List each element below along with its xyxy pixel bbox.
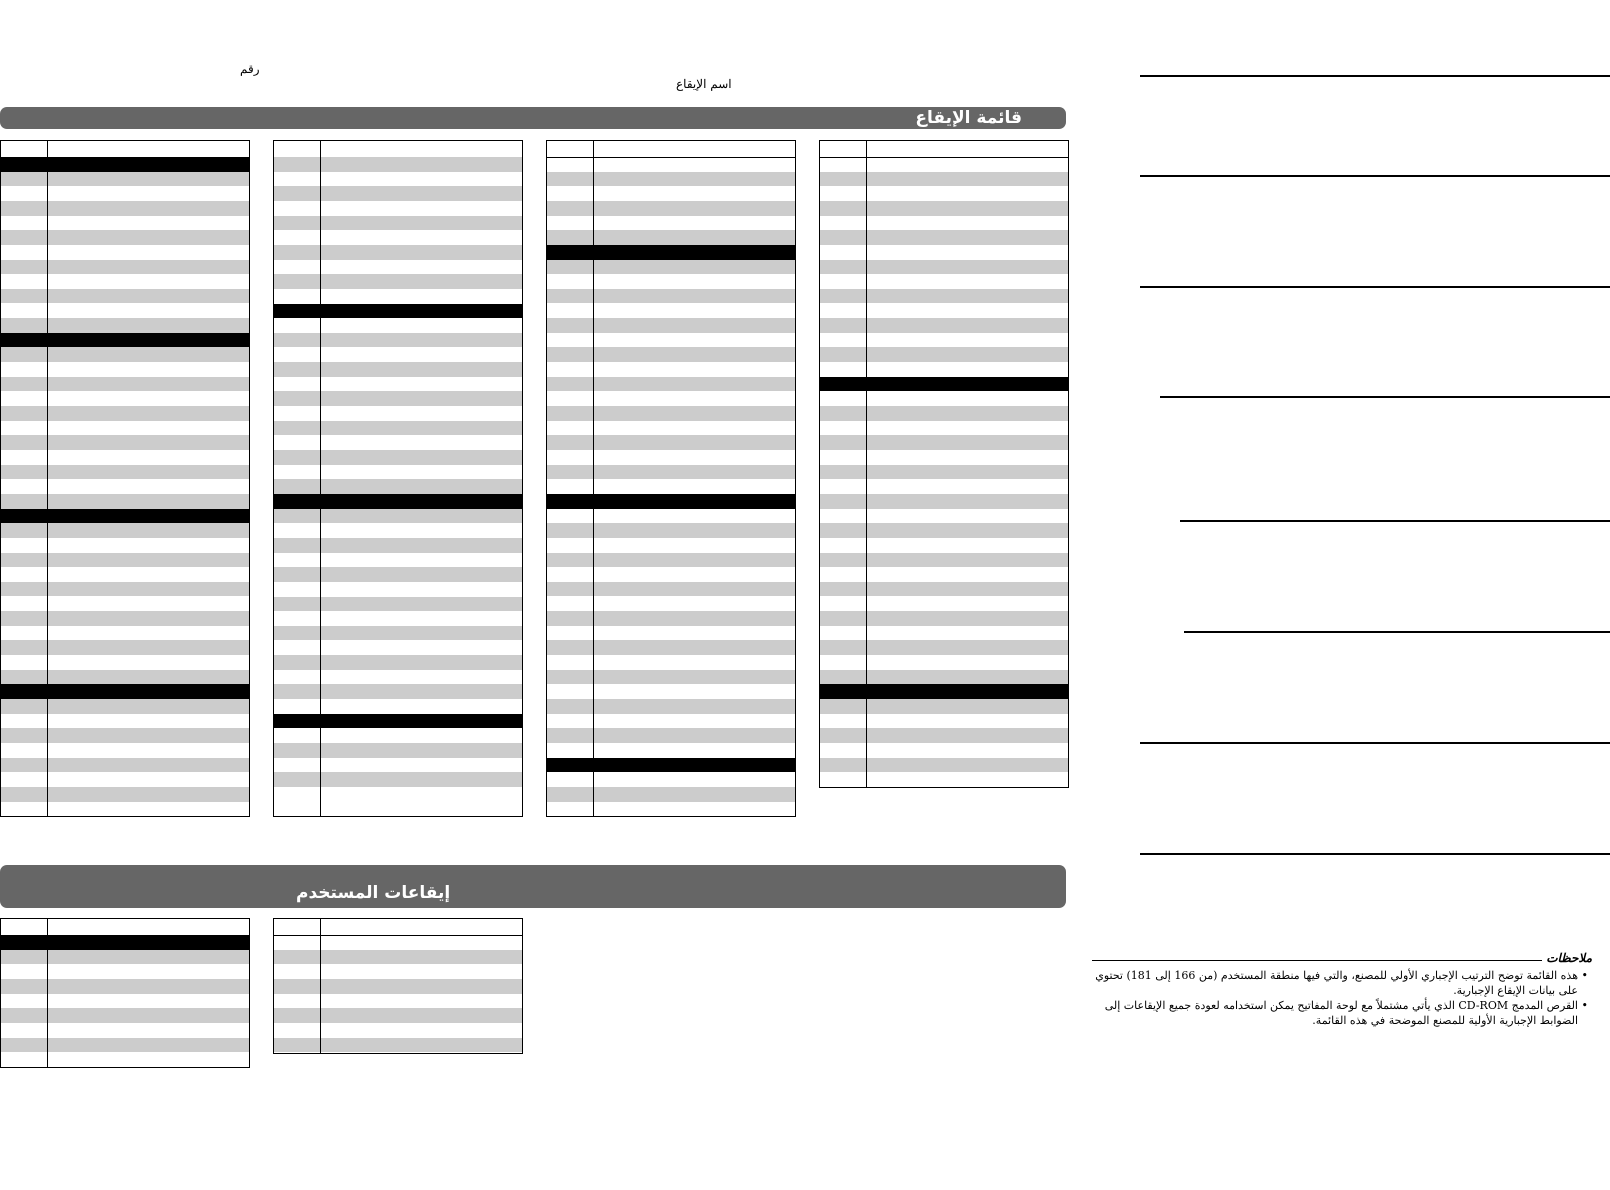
table-row [1,333,249,348]
table-row [274,435,522,450]
table-row [820,362,1068,377]
table-row [1,1052,249,1067]
notes-list [1092,968,1592,1028]
rule-line [1140,175,1610,177]
table-row [547,684,795,699]
table-row [274,582,522,597]
table-row [1,670,249,685]
table-row [820,406,1068,421]
rhythm-table [0,140,250,817]
rhythm-table [273,918,523,1054]
table-row [1,523,249,538]
table-row [820,714,1068,729]
table-row [1,479,249,494]
table-row [547,172,795,187]
table-header-row [1,919,249,936]
table-row [274,964,522,979]
table-row [1,772,249,787]
table-row [820,523,1068,538]
table-row [1,216,249,231]
table-row [820,186,1068,201]
table-row [274,377,522,392]
table-row [547,494,795,509]
table-row [820,274,1068,289]
table-row [820,728,1068,743]
table-row [1,450,249,465]
table-row [547,216,795,231]
table-row [547,714,795,729]
table-row [820,684,1068,699]
table-row [1,611,249,626]
table-header-row [820,141,1068,158]
table-row [1,597,249,612]
table-row [1,289,249,304]
notes-section [1092,951,1592,1028]
table-row [547,157,795,172]
table-row [547,567,795,582]
table-header-row [547,141,795,158]
user-rhythms-title: إيقاعات المستخدم [296,883,451,903]
table-row [274,994,522,1009]
rule-line [1180,520,1610,522]
table-row [274,274,522,289]
table-row [547,597,795,612]
table-row [1,640,249,655]
table-row [274,670,522,685]
table-row [820,201,1068,216]
rhythm-list-title: قائمة الإيقاع [915,108,1022,128]
table-header-row [274,919,522,936]
table-row [547,743,795,758]
table-row [1,377,249,392]
table-row [820,377,1068,392]
table-header-row [1,141,249,158]
table-row [547,670,795,685]
table-row [274,406,522,421]
table-row [820,699,1068,714]
column-divider [47,919,48,1067]
table-row [274,421,522,436]
rule-line [1184,631,1610,633]
table-row [274,1008,522,1023]
table-row [274,714,522,729]
table-row [274,157,522,172]
table-row [1,391,249,406]
table-row [820,230,1068,245]
notes-title-rule [1092,960,1542,961]
rule-line [1140,742,1610,744]
table-row [274,245,522,260]
table-row [547,347,795,362]
table-row [1,684,249,699]
table-row [820,772,1068,787]
table-row [1,553,249,568]
number-column-label: رقم [240,62,260,76]
table-row [274,553,522,568]
column-divider [866,141,867,787]
rule-line [1140,853,1610,855]
table-row [274,479,522,494]
table-row [1,728,249,743]
table-row [820,509,1068,524]
notes-title: ملاحظات [1546,951,1592,965]
note-item: • هذه القائمة توضح الترتيب الإجباري الأولي للمصنع، والتي فيها منطقة المستخدم (من 166 إلى 181) تحتوي على بيانات الإيقاع الإجبارية. [1092,968,1578,998]
table-row [547,304,795,319]
table-row [820,597,1068,612]
table-row [1,362,249,377]
user-rhythms-title-bar [0,865,1066,908]
table-row [820,494,1068,509]
table-row [1,435,249,450]
table-row [547,377,795,392]
table-row [1,567,249,582]
table-row [1,465,249,480]
table-row [274,509,522,524]
table-row [1,758,249,773]
table-row [274,230,522,245]
table-row [1,318,249,333]
table-row [274,538,522,553]
rhythm-table [273,140,523,817]
table-row [547,758,795,773]
note-item: • القرص المدمج CD-ROM الذي يأتي مشتملاً مع لوحة المفاتيح يمكن استخدامه لعودة جميع الإيقاعات إلى الضوابط الإجبارية الأولية للمصنع الموضحة في هذه القائمة. [1092,998,1578,1028]
table-row [547,289,795,304]
table-row [820,216,1068,231]
table-row [274,391,522,406]
table-row [820,245,1068,260]
table-row [820,538,1068,553]
rhythm-list-title-bar [0,107,1066,129]
table-row [274,655,522,670]
table-row [1,699,249,714]
table-row [1,538,249,553]
table-row [820,260,1068,275]
table-row [274,347,522,362]
table-row [547,509,795,524]
table-row [547,391,795,406]
table-row [820,743,1068,758]
table-row [274,567,522,582]
table-row [1,979,249,994]
table-row [1,406,249,421]
table-row [1,935,249,950]
table-row [1,172,249,187]
table-row [547,582,795,597]
table-row [274,597,522,612]
table-row [547,538,795,553]
table-header-row [274,141,522,158]
rule-line [1140,286,1610,288]
table-row [820,626,1068,641]
table-row [274,758,522,773]
table-row [820,655,1068,670]
table-row [274,186,522,201]
table-row [547,772,795,787]
table-row [274,523,522,538]
table-row [820,611,1068,626]
table-row [1,743,249,758]
rule-line [1140,75,1610,77]
table-row [1,714,249,729]
table-row [1,655,249,670]
table-row [547,406,795,421]
table-row [820,640,1068,655]
table-row [274,626,522,641]
table-row [820,553,1068,568]
table-row [820,289,1068,304]
table-row [547,318,795,333]
table-row [547,523,795,538]
table-row [820,391,1068,406]
table-row [1,994,249,1009]
table-row [274,699,522,714]
table-row [820,172,1068,187]
table-row [820,758,1068,773]
table-row [547,465,795,480]
table-row [547,421,795,436]
rhythm-name-column-label: اسم الإيقاع [676,77,732,91]
table-row [820,333,1068,348]
table-row [547,230,795,245]
table-row [820,304,1068,319]
table-row [274,333,522,348]
table-row [820,435,1068,450]
table-row [274,684,522,699]
table-row [274,216,522,231]
table-row [547,186,795,201]
table-row [547,699,795,714]
table-row [1,1038,249,1053]
table-row [274,304,522,319]
table-row [1,245,249,260]
table-row [274,494,522,509]
table-row [274,260,522,275]
table-row [1,509,249,524]
rhythm-table [546,140,796,817]
table-row [820,318,1068,333]
table-row [274,1038,522,1053]
table-row [547,435,795,450]
column-divider [320,919,321,1053]
table-row [274,728,522,743]
table-row [1,787,249,802]
table-row [1,582,249,597]
table-row [1,421,249,436]
table-row [820,582,1068,597]
table-row [274,362,522,377]
table-row [274,772,522,787]
table-row [1,230,249,245]
table-row [820,465,1068,480]
rhythm-table [0,918,250,1068]
table-row [820,479,1068,494]
table-row [547,201,795,216]
table-row [547,479,795,494]
table-row [547,728,795,743]
table-row [547,362,795,377]
table-row [547,333,795,348]
table-row [820,450,1068,465]
table-row [547,640,795,655]
table-row [1,1023,249,1038]
table-row [820,670,1068,685]
table-row [274,172,522,187]
table-row [820,567,1068,582]
table-row [820,421,1068,436]
table-row [547,274,795,289]
column-divider [47,141,48,816]
table-row [274,611,522,626]
table-row [1,274,249,289]
table-row [1,186,249,201]
table-row [1,950,249,965]
table-row [1,494,249,509]
rhythm-table [819,140,1069,788]
table-row [547,655,795,670]
table-row [274,743,522,758]
table-row [1,201,249,216]
table-row [274,450,522,465]
table-row [274,950,522,965]
table-row [274,935,522,950]
table-row [1,347,249,362]
table-row [547,553,795,568]
table-row [820,347,1068,362]
table-row [1,304,249,319]
column-divider [320,141,321,816]
table-row [274,640,522,655]
table-row [274,465,522,480]
table-row [820,157,1068,172]
table-row [547,611,795,626]
table-row [274,1023,522,1038]
table-row [547,245,795,260]
table-row [547,787,795,802]
table-row [274,318,522,333]
table-row [1,157,249,172]
table-row [274,201,522,216]
table-row [274,979,522,994]
table-row [1,260,249,275]
table-row [274,289,522,304]
table-row [1,626,249,641]
rule-line [1160,396,1610,398]
table-row [1,1008,249,1023]
table-row [547,450,795,465]
table-row [1,964,249,979]
column-divider [593,141,594,816]
table-row [547,626,795,641]
table-row [274,787,522,802]
table-row [547,260,795,275]
